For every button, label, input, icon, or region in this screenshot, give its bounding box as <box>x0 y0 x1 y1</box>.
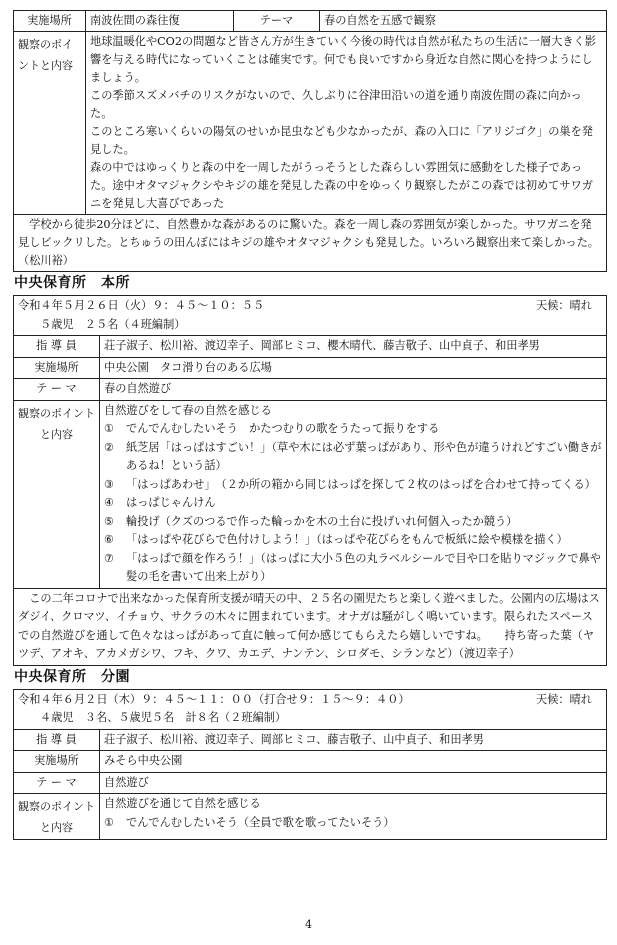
session-date: 令和４年６月２日（木）９：４５〜１１：００（打合せ９：１５〜９：４０） <box>18 692 410 706</box>
page-number: 4 <box>305 918 312 931</box>
section-title-honsho: 中央保育所 本所 <box>14 275 130 291</box>
theme-label: テ ー マ <box>14 772 100 794</box>
section-title-bunen: 中央保育所 分園 <box>14 668 130 685</box>
theme-label: テーマ <box>234 11 320 32</box>
minami-table <box>13 10 607 272</box>
list-item: ① でんでんむしたいそう かたつむりの歌をうたって振りをする <box>104 422 440 435</box>
location-value: 中央公園 タコ滑り台のある広場 <box>100 357 607 379</box>
leaders-label: 指 導 員 <box>14 729 100 751</box>
location-label: 実施場所 <box>14 11 86 32</box>
list-item: ④ はっぱじゃんけん <box>104 496 216 509</box>
points-label: 観察のポイントと内容 <box>14 400 100 588</box>
weather: 天候：晴れ <box>536 692 592 706</box>
point-paragraph: この季節スズメバチのリスクがないので、久しぶりに谷津田沿いの道を通り南波佐間の森に向かった。 <box>90 89 582 120</box>
session-header <box>14 689 607 729</box>
points-intro: 自然遊びをして春の自然を感じる <box>104 403 272 417</box>
points-label: 観察のポイントと内容 <box>14 32 86 215</box>
points-content <box>86 32 607 215</box>
leaders-value: 荘子淑子、松川裕、渡辺幸子、岡部ヒミコ、藤吉敬子、山中貞子、和田孝男 <box>100 729 607 751</box>
participants: ５歳児 ２５名（４班編制） <box>40 317 186 331</box>
location-label: 実施場所 <box>14 357 100 379</box>
point-paragraph: 森の中ではゆっくりと森の中を一周したがうっそうとした森らしい雰囲気に感動をした様子であった。途中オタマジャクシやキジの雄を発見した森の中をゆっくり観察したがこの森では初めてサワガニを発見し大喜びであった <box>90 161 593 210</box>
point-paragraph: 地球温暖化やCO2の問題など皆さん方が生きていく今後の時代は自然が私たちの生活に一層大きく影響を与える時代になっていくことは確実です。何でも良いですから身近な自然に関心を持つようにしましょう。 <box>90 35 596 84</box>
theme-label: テ ー マ <box>14 379 100 401</box>
location-label: 実施場所 <box>14 751 100 773</box>
points-content <box>100 400 607 588</box>
list-item: ① でんでんむしたいそう（全員で歌を歌ってたいそう） <box>104 815 395 829</box>
session-header <box>14 296 607 336</box>
bunen-table <box>13 689 607 841</box>
list-item: ② 紙芝居「はっぱはすごい！」（草や木には必ず葉っぱがあり、形や色が違うけれどすごい働きがあるね！という話） <box>104 440 602 472</box>
honsho-table <box>13 295 607 666</box>
point-paragraph: このところ寒いくらいの陽気のせいか昆虫なども少なかったが、森の入口に「アリジゴク」の巣を発見した。 <box>90 125 593 156</box>
location-value: みそら中央公園 <box>100 751 607 773</box>
weather: 天候：晴れ <box>536 299 592 312</box>
theme-value: 春の自然を五感で観察 <box>320 11 607 32</box>
points-label: 観察のポイントと内容 <box>14 794 100 840</box>
leaders-label: 指 導 員 <box>14 336 100 358</box>
list-item: ③ 「はっぱあわせ」 （２か所の箱から同じはっぱを探して２枚のはっぱを合わせて持ってくる） <box>104 477 596 491</box>
theme-value: 春の自然遊び <box>100 379 607 401</box>
list-item: ⑦ 「はっぱで顔を作ろう！」（はっぱに大小５色の丸ラベルシールで目や口を貼りマジックで鼻や髪の毛を書いて出来上がり） <box>104 551 601 583</box>
session-date: 令和４年５月２６日（火）９：４５〜１０：５５ <box>18 299 265 312</box>
points-content <box>100 794 607 840</box>
list-item: ⑤ 輪投げ（クズのつるで作った輪っかを木の土台に投げいれ何個入ったか競う） <box>104 514 518 528</box>
comment: 学校から徒歩20分ほどに、自然豊かな森があるのに驚いた。森を一周し森の雰囲気が楽しかった。サワガニを発見しビックリした。とちゅうの田んぼにはキジの雄やオタマジャクシも発見した。いろいろ観察出来て楽しかった。（松川裕） <box>14 215 607 272</box>
theme-value: 自然遊び <box>100 772 607 794</box>
participants: ４歳児 ３名、５歳児５名 計８名（２班編制） <box>40 711 287 724</box>
comment: この二年コロナで出来なかった保育所支援が晴天の中、２５名の園児たちと楽しく遊べました。公園内の広場はスダジイ、クロマツ、イチョウ、サクラの木々に囲まれています。オナガは騒がしく鳴いています。限られたスペースでの自然遊びを通して色々なはっぱがあって直に触って何か感じてもらえたら嬉しいですね。 持ち寄った葉（ヤツデ、アオキ、アカメガシワ、フキ、クワ、カエデ、ナンテン、シロダモ、シランなど）（渡辺幸子） <box>14 588 607 665</box>
list-item: ⑥ 「はっぱや花びらで色付けしよう！」（はっぱや花びらをもんで板紙に絵や模様を描く） <box>104 533 568 546</box>
points-intro: 自然遊びを通じて自然を感じる <box>104 797 261 810</box>
location-value: 南波佐間の森往復 <box>86 11 234 32</box>
leaders-value: 荘子淑子、松川裕、渡辺幸子、岡部ヒミコ、櫻木晴代、藤吉敬子、山中貞子、和田孝男 <box>100 336 607 358</box>
